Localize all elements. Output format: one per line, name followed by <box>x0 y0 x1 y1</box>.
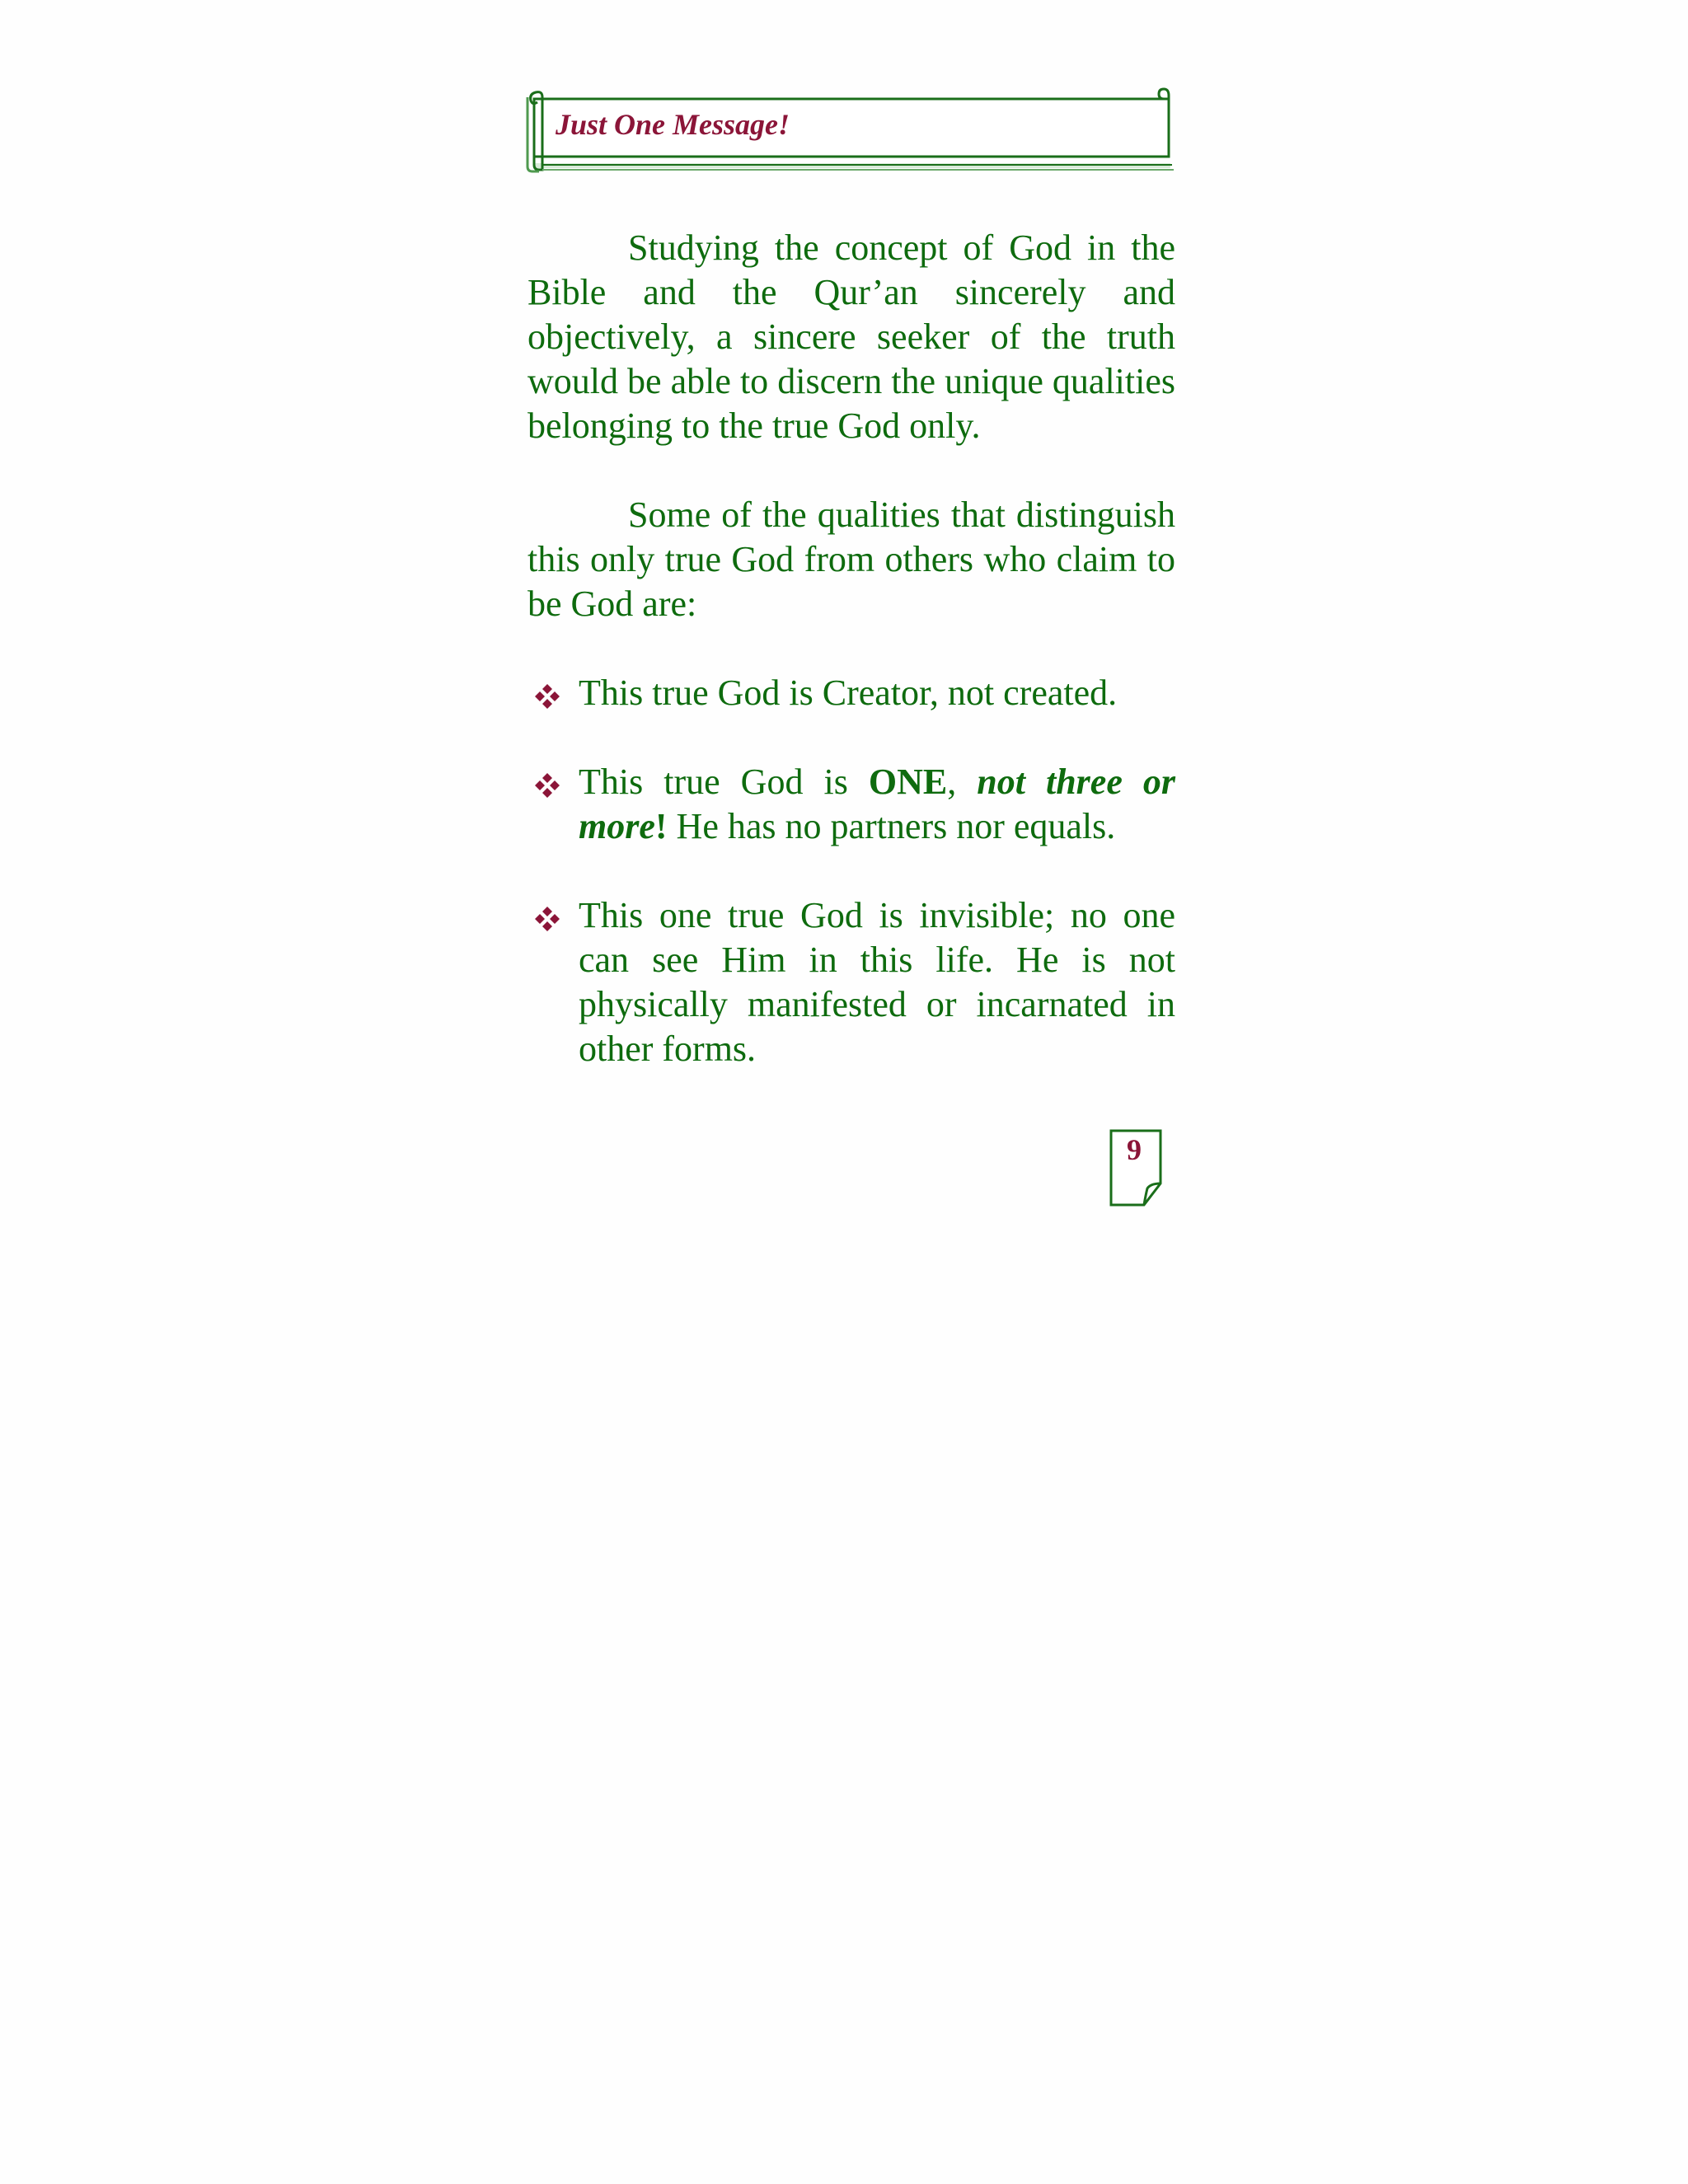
four-diamond-bullet-icon <box>534 772 560 799</box>
list-item <box>528 893 1175 1071</box>
header-title: Just One Message! <box>556 108 790 141</box>
page-number-badge <box>1109 1129 1164 1207</box>
bullet-text-one-comma: , <box>947 762 978 802</box>
four-diamond-bullet-icon <box>534 683 560 710</box>
bullet-text-one-exclaim: ! <box>654 806 668 846</box>
list-item <box>528 760 1175 849</box>
bullet-text-one-bold: ONE <box>868 762 948 802</box>
bullet-text-one-pre: This true God is <box>579 762 869 802</box>
list-item <box>528 671 1175 715</box>
paragraph-intro: Studying the concept of God in the Bible and the Qur’an sincerely and objectively, a sincere seeker of the truth would be able to discern the unique qualities belonging to the true God only. <box>528 227 1175 446</box>
four-diamond-bullet-icon <box>534 906 560 932</box>
bullet-text-one-emphasis: not three or more <box>579 762 1175 846</box>
bullet-text-one-post: He has no partners nor equals. <box>667 806 1116 846</box>
header-banner <box>524 86 1177 178</box>
page-number: 9 <box>1127 1133 1142 1166</box>
bullet-text-invisible: This one true God is invisible; no one can see Him in this life. He is not physically manifested or incarnated in other forms. <box>579 895 1175 1069</box>
main-content <box>528 226 1175 1116</box>
bullet-text-creator: This true God is Creator, not created. <box>579 673 1118 713</box>
paragraph-qualities: Some of the qualities that distinguish this only true God from others who claim to be God are: <box>528 494 1175 624</box>
